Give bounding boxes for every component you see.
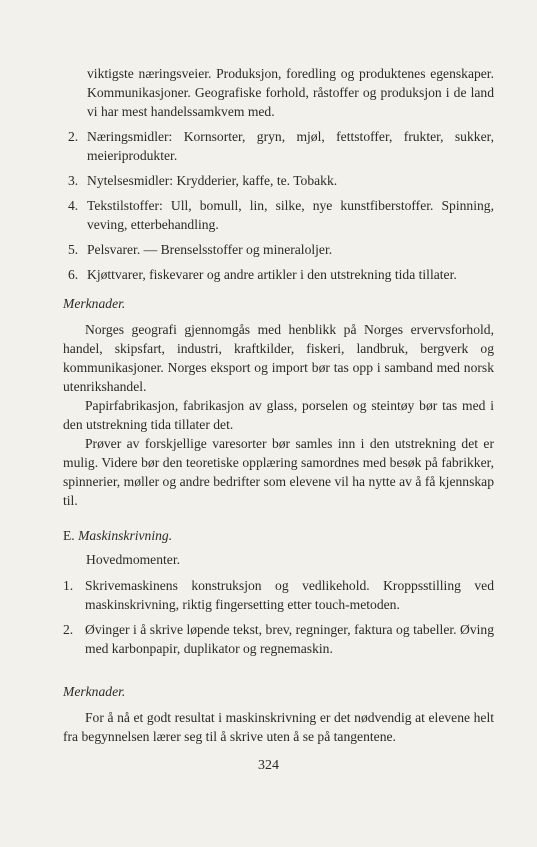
list-item-text: Pelsvarer. — Brenselsstoffer og mineraloljer. bbox=[87, 242, 333, 257]
list-item-text: Næringsmidler: Kornsorter, gryn, mjøl, fettstoffer, frukter, sukker, meieriprodukter. bbox=[87, 129, 494, 163]
remarks-paragraph: Norges geografi gjennomgås med henblikk på Norges ervervsforhold, handel, skipsfart, industri, kraftkilder, fiskeri, landbruk, bergverk og kommunikasjoner. Norges eksport og import bør tas opp i samband med norsk utenrikshandel. bbox=[63, 322, 494, 394]
list-continuation: viktigste næringsveier. Produksjon, foredling og produktenes egenskaper. Kommunikasjoner. Geografiske forhold, råstoffer og produksjon i de land vi har mest handelssamkvem med. bbox=[87, 66, 494, 119]
main-points-heading: Hovedmomenter. bbox=[86, 552, 181, 567]
list-item bbox=[63, 576, 494, 614]
list-item bbox=[70, 127, 494, 165]
remarks-heading: Merknader. bbox=[63, 684, 126, 699]
list-item-number: 6. bbox=[68, 267, 79, 282]
list-item-number: 4. bbox=[68, 198, 79, 213]
section-name: Maskinskrivning. bbox=[78, 528, 173, 543]
list-item-text: Nytelsesmidler: Krydderier, kaffe, te. Tobakk. bbox=[87, 173, 338, 188]
list-item bbox=[70, 171, 494, 190]
list-item bbox=[63, 620, 494, 658]
section-letter: E. bbox=[63, 528, 75, 543]
list-item bbox=[70, 265, 494, 284]
commodity-list bbox=[70, 64, 494, 284]
remarks-paragraph: Papirfabrikasjon, fabrikasjon av glass, porselen og steintøy bør tas med i den utstrekning tida tillater det. bbox=[63, 398, 494, 432]
section-title bbox=[63, 528, 172, 544]
list-item-text: Skrivemaskinens konstruksjon og vedlikehold. Kroppsstilling ved maskinskrivning, riktig fingersetting etter touch-metoden. bbox=[85, 578, 494, 612]
list-item-number: 2. bbox=[68, 129, 79, 144]
list-item-number: 5. bbox=[68, 242, 79, 257]
list-item bbox=[70, 196, 494, 234]
remarks-body bbox=[63, 320, 494, 510]
list-item-text: Øvinger i å skrive løpende tekst, brev, regninger, faktura og tabeller. Øving med karbonpapir, duplikator og regnemaskin. bbox=[85, 622, 494, 656]
list-item-text: Kjøttvarer, fiskevarer og andre artikler i den utstrekning tida tillater. bbox=[87, 267, 457, 282]
remarks-paragraph: For å nå et godt resultat i maskinskrivning er det nødvendig at elevene helt fra begynnelsen lærer seg til å skrive uten å se på tangentene. bbox=[63, 710, 494, 744]
typing-list bbox=[63, 576, 494, 658]
list-item-text: Tekstilstoffer: Ull, bomull, lin, silke, nye kunstfiberstoffer. Spinning, veving, etterbehandling. bbox=[87, 198, 494, 232]
list-item-number: 3. bbox=[68, 173, 79, 188]
page-number: 324 bbox=[258, 758, 279, 773]
remarks-heading: Merknader. bbox=[63, 296, 126, 311]
remarks-body bbox=[63, 708, 494, 746]
list-item-number: 1. bbox=[63, 578, 74, 593]
list-item bbox=[70, 240, 494, 259]
remarks-paragraph: Prøver av forskjellige varesorter bør samles inn i den utstrekning det er mulig. Videre bør den teoretiske opplæring samordnes med besøk på fabrikker, spinnerier, møller og andre bedrifter som elevene vil ha nytte av å få kjennskap til. bbox=[63, 436, 494, 508]
list-item-number: 2. bbox=[63, 622, 74, 637]
